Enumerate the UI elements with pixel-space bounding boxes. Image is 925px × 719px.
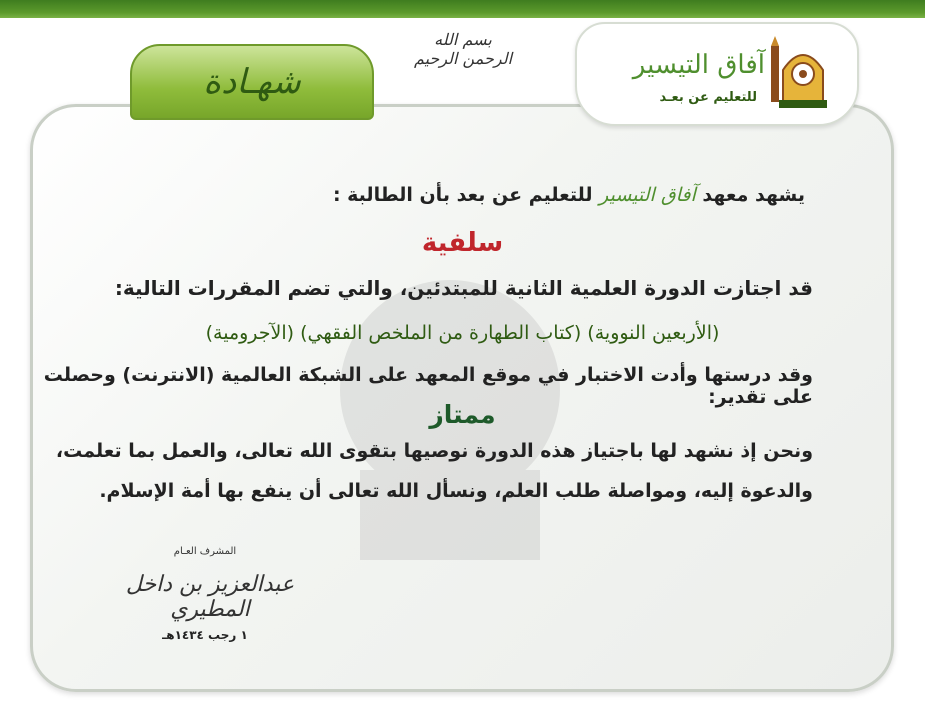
top-bar bbox=[0, 0, 925, 18]
grade: ممتاز bbox=[429, 400, 496, 429]
supervisor-title: المشرف العـام bbox=[173, 546, 237, 557]
closing-line-2: والدعوة إليه، ومواصلة طلب العلم، ونسأل الله تعالى أن ينفع بها أمة الإسلام. bbox=[99, 480, 813, 502]
exam-line: وقد درستها وأدت الاختبار في موقع المعهد على الشبكة العالمية (الانترنت) وحصلت على تقدير: bbox=[43, 364, 813, 408]
course-list: (الأربعين النووية) (كتاب الطهارة من الملخص الفقهي) (الآجرومية) bbox=[205, 322, 720, 344]
closing-line-1: ونحن إذ نشهد لها باجتياز هذه الدورة نوصيها بتقوى الله تعالى، والعمل بما تعلمت، bbox=[55, 440, 813, 462]
certificate-tab bbox=[130, 44, 374, 120]
student-name: سلفية bbox=[421, 228, 504, 258]
institute-logo bbox=[575, 22, 859, 126]
completion-line: قد اجتازت الدورة العلمية الثانية للمبتدئين، والتي تضم المقررات التالية: bbox=[114, 276, 813, 300]
logo-title: آفاق التيسير bbox=[632, 50, 765, 80]
institute-name-inline: آفاق التيسير bbox=[599, 184, 696, 206]
basmala: بسم الله الرحمن الرحيم bbox=[413, 30, 513, 68]
attestation-suffix: للتعليم عن بعد بأن الطالبة : bbox=[332, 184, 593, 206]
supervisor-signature: عبدالعزيز بن داخل المطيري bbox=[125, 572, 295, 622]
mosque-emblem-icon bbox=[767, 36, 829, 110]
logo-subtitle: للتعليم عن بعـد bbox=[659, 90, 757, 105]
tab-title: شهـادة bbox=[203, 62, 301, 102]
issue-date: ١ رجب ١٤٣٤هـ bbox=[162, 628, 248, 642]
attestation-line bbox=[333, 184, 805, 206]
attestation-prefix: يشهد معهد bbox=[702, 184, 805, 206]
